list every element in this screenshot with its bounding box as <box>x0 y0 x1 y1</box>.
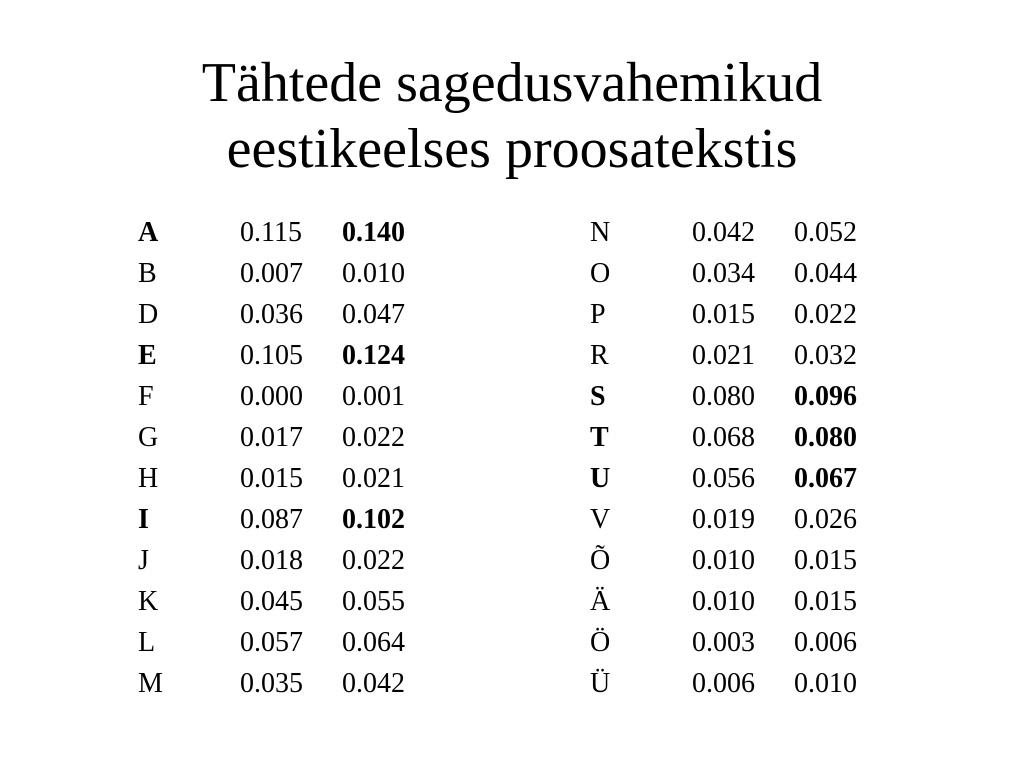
low-frequency-cell: 0.021 <box>692 340 755 371</box>
high-frequency-cell: 0.102 <box>342 504 405 535</box>
high-frequency-cell: 0.096 <box>794 381 857 412</box>
letter-cell: L <box>138 627 156 658</box>
slide-title <box>0 50 1024 182</box>
low-frequency-cell: 0.035 <box>240 668 303 699</box>
letter-cell: F <box>138 381 154 412</box>
high-frequency-cell: 0.026 <box>794 504 857 535</box>
low-frequency-cell: 0.003 <box>692 627 755 658</box>
letter-cell: S <box>590 381 606 412</box>
high-frequency-cell: 0.022 <box>342 545 405 576</box>
high-frequency-cell: 0.015 <box>794 586 857 617</box>
low-frequency-cell: 0.015 <box>240 463 303 494</box>
letter-cell: A <box>138 217 159 248</box>
high-frequency-cell: 0.064 <box>342 627 405 658</box>
letter-cell: I <box>138 504 149 535</box>
low-frequency-cell: 0.019 <box>692 504 755 535</box>
low-frequency-cell: 0.036 <box>240 299 303 330</box>
letter-cell: B <box>138 258 157 289</box>
high-frequency-cell: 0.044 <box>794 258 857 289</box>
low-frequency-cell: 0.006 <box>692 668 755 699</box>
low-frequency-cell: 0.045 <box>240 586 303 617</box>
high-frequency-cell: 0.067 <box>794 463 857 494</box>
letter-cell: M <box>138 668 163 699</box>
low-frequency-cell: 0.057 <box>240 627 303 658</box>
letter-cell: Ä <box>590 586 611 617</box>
high-frequency-cell: 0.032 <box>794 340 857 371</box>
high-frequency-cell: 0.080 <box>794 422 857 453</box>
letter-cell: H <box>138 463 159 494</box>
low-frequency-cell: 0.115 <box>240 217 302 248</box>
high-frequency-cell: 0.010 <box>794 668 857 699</box>
high-frequency-cell: 0.140 <box>342 217 405 248</box>
high-frequency-cell: 0.022 <box>342 422 405 453</box>
letter-cell: D <box>138 299 159 330</box>
high-frequency-cell: 0.124 <box>342 340 405 371</box>
letter-cell: N <box>590 217 611 248</box>
high-frequency-cell: 0.015 <box>794 545 857 576</box>
low-frequency-cell: 0.034 <box>692 258 755 289</box>
letter-cell: R <box>590 340 609 371</box>
low-frequency-cell: 0.042 <box>692 217 755 248</box>
low-frequency-cell: 0.105 <box>240 340 303 371</box>
low-frequency-cell: 0.017 <box>240 422 303 453</box>
letter-cell: V <box>590 504 611 535</box>
low-frequency-cell: 0.056 <box>692 463 755 494</box>
high-frequency-cell: 0.055 <box>342 586 405 617</box>
low-frequency-cell: 0.007 <box>240 258 303 289</box>
letter-cell: G <box>138 422 159 453</box>
letter-cell: Õ <box>590 545 611 576</box>
letter-cell: O <box>590 258 611 289</box>
low-frequency-cell: 0.087 <box>240 504 303 535</box>
low-frequency-cell: 0.010 <box>692 545 755 576</box>
letter-cell: T <box>590 422 609 453</box>
low-frequency-cell: 0.000 <box>240 381 303 412</box>
high-frequency-cell: 0.022 <box>794 299 857 330</box>
slide-title-line-2: eestikeelses proosatekstis <box>226 118 798 180</box>
high-frequency-cell: 0.047 <box>342 299 405 330</box>
letter-cell: J <box>138 545 149 576</box>
slide-title-line-1: Tähtede sagedusvahemikud <box>201 52 823 114</box>
low-frequency-cell: 0.068 <box>692 422 755 453</box>
high-frequency-cell: 0.006 <box>794 627 857 658</box>
letter-cell: Ü <box>590 668 611 699</box>
high-frequency-cell: 0.052 <box>794 217 857 248</box>
high-frequency-cell: 0.042 <box>342 668 405 699</box>
letter-cell: P <box>590 299 606 330</box>
letter-cell: Ö <box>590 627 611 658</box>
low-frequency-cell: 0.080 <box>692 381 755 412</box>
letter-cell: E <box>138 340 157 371</box>
high-frequency-cell: 0.021 <box>342 463 405 494</box>
letter-cell: K <box>138 586 159 617</box>
high-frequency-cell: 0.001 <box>342 381 405 412</box>
low-frequency-cell: 0.018 <box>240 545 303 576</box>
high-frequency-cell: 0.010 <box>342 258 405 289</box>
letter-cell: U <box>590 463 611 494</box>
low-frequency-cell: 0.015 <box>692 299 755 330</box>
low-frequency-cell: 0.010 <box>692 586 755 617</box>
